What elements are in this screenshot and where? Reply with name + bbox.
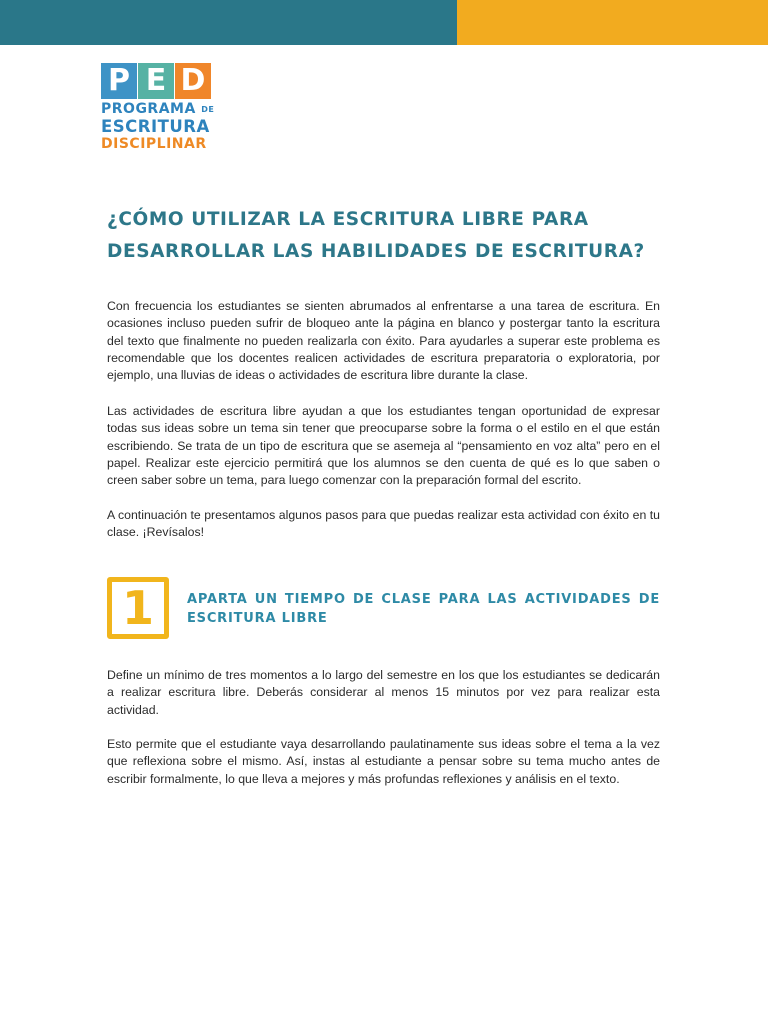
header-bar-teal [0, 0, 457, 45]
logo-de-text: DE [201, 105, 215, 114]
header-color-bar [0, 0, 768, 45]
logo-letter-boxes [101, 63, 221, 99]
step-1-number: 1 [121, 581, 154, 635]
ped-logo [101, 63, 221, 152]
intro-paragraph-2: Las actividades de escritura libre ayudan a que los estudiantes tengan oportunidad de expresar todas sus ideas sobre un tema sin tener que preocuparse sobre la forma o el estilo en el que están escribiendo. Se trata de un tipo de escritura que se asemeja al “pensamiento en voz alta” pero en el papel. Realizar este ejercicio permitirá que los alumnos se den cuenta de qué es lo que saben o creen saber sobre un tema, para luego comenzar con la preparación formal del escrito. [107, 404, 660, 488]
intro-paragraph-3: A continuación te presentamos algunos pasos para que puedas realizar esta actividad con éxito en tu clase. ¡Revísalos! [107, 508, 660, 540]
logo-line-disciplinar: DISCIPLINAR [101, 136, 207, 152]
header-bar-gold [457, 0, 768, 45]
logo-letter-p: P [101, 63, 137, 99]
logo-line-programa [101, 101, 221, 118]
document-title: ¿CÓMO UTILIZAR LA ESCRITURA LIBRE PARA DESARROLLAR LAS HABILIDADES DE ESCRITURA? [107, 209, 645, 262]
intro-paragraph-1: Con frecuencia los estudiantes se sienten abrumados al enfrentarse a una tarea de escritura. En ocasiones incluso pueden sufrir de bloqueo ante la página en blanco y postergar tanto la escritura del texto que finalmente no pueden realizarla con éxito. Para ayudarles a superar este problema es recomendable que los docentes realicen actividades de escritura preparatoria o exploratoria, por ejemplo, una lluvias de ideas o actividades de escritura libre durante la clase. [107, 299, 660, 383]
logo-letter-d: D [175, 63, 211, 99]
step-1-paragraph-2: Esto permite que el estudiante vaya desarrollando paulatinamente sus ideas sobre el tema a la vez que reflexiona sobre el mismo. Así, instas al estudiante a pensar sobre su tema mucho antes de escribir formalmente, lo que lleva a mejores y más profundas reflexiones y análisis en el texto. [107, 737, 660, 786]
logo-programa-text: PROGRAMA [101, 101, 196, 117]
step-1-heading: APARTA UN TIEMPO DE CLASE PARA LAS ACTIVIDADES DE ESCRITURA LIBRE [187, 592, 660, 626]
step-1-paragraph-1: Define un mínimo de tres momentos a lo largo del semestre en los que los estudiantes se dedicarán a realizar escritura libre. Deberás considerar al menos 15 minutos por vez para realizar esta actividad. [107, 668, 660, 717]
logo-letter-e: E [138, 63, 174, 99]
step-1-number-box [107, 577, 169, 639]
logo-line-escritura: ESCRITURA [101, 117, 210, 136]
